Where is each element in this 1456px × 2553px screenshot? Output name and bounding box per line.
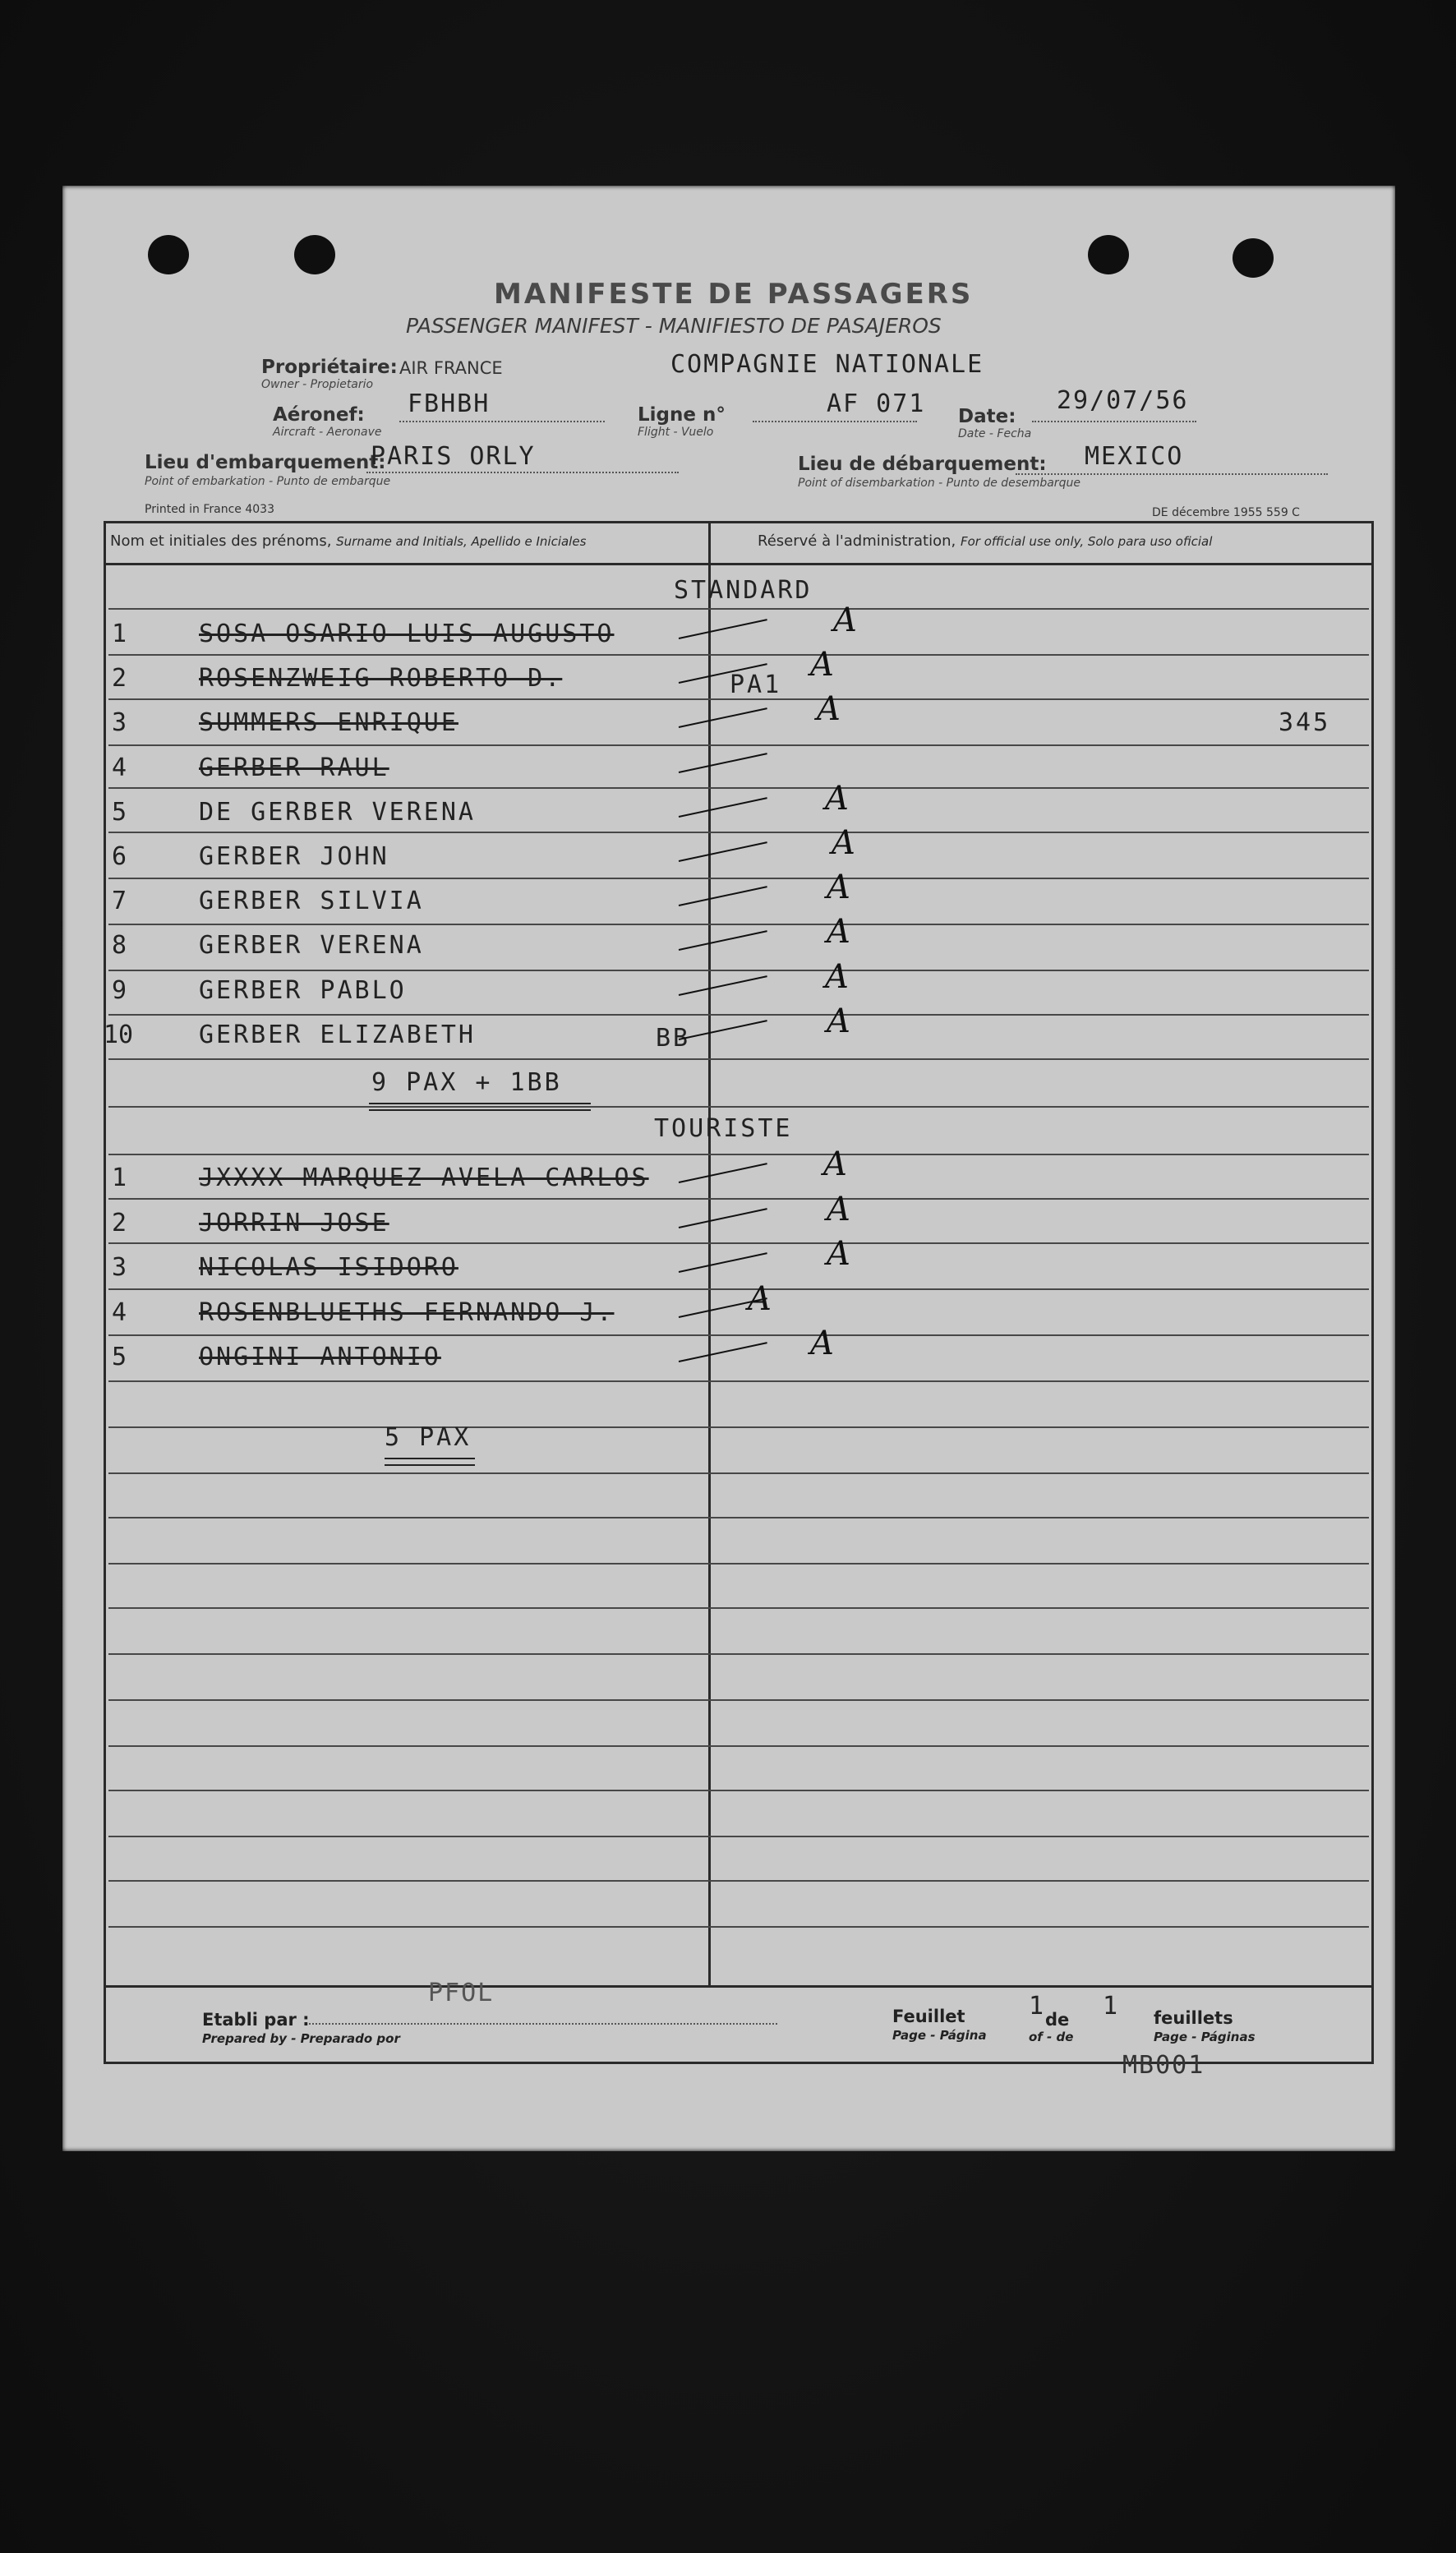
- standard-row-number: 8: [112, 931, 127, 961]
- touriste-passenger-name: ROSENBLUETHS FERNANDO J.: [199, 1297, 615, 1327]
- prepared-sublabel: Prepared by - Preparado por: [202, 2031, 400, 2046]
- form-subtitle: PASSENGER MANIFEST - MANIFIESTO DE PASAJEROS: [406, 314, 942, 338]
- ruled-line: [108, 608, 1369, 610]
- handwritten-a-mark: A: [827, 869, 850, 907]
- standard-total: 9 PAX + 1BB: [371, 1068, 562, 1097]
- standard-passenger-name: SOSA OSARIO LUIS AUGUSTO: [199, 620, 615, 648]
- standard-row-number: 4: [112, 753, 127, 782]
- touriste-total: 5 PAX: [385, 1423, 472, 1452]
- ruled-line: [108, 744, 1369, 746]
- owner-typed-value: COMPAGNIE NATIONALE: [670, 350, 984, 379]
- of-sublabel: of - de: [1029, 2030, 1074, 2044]
- disembark-label: Lieu de débarquement:: [798, 454, 1047, 475]
- ruled-line: [108, 1563, 1369, 1565]
- name-column-header: [110, 532, 586, 550]
- standard-total-underline: [369, 1103, 591, 1111]
- touriste-row-number: 5: [112, 1343, 127, 1371]
- standard-passenger-name: GERBER VERENA: [199, 931, 424, 961]
- touriste-passenger-name: JORRIN JOSE: [199, 1208, 389, 1237]
- handwritten-a-mark: A: [827, 1002, 850, 1040]
- punch-hole: [1088, 235, 1129, 274]
- ruled-line: [108, 1653, 1369, 1655]
- flight-sublabel: Flight - Vuelo: [638, 426, 714, 439]
- standard-passenger-name: GERBER PABLO: [199, 975, 407, 1005]
- touriste-row-number: 2: [112, 1208, 127, 1237]
- disembark-value: MEXICO: [1085, 442, 1184, 471]
- printed-note: Printed in France 4033: [145, 503, 274, 516]
- punch-hole: [148, 235, 189, 274]
- handwritten-a-mark: A: [833, 601, 857, 639]
- standard-passenger-name: ROSENZWEIG ROBERTO D.: [199, 664, 563, 694]
- ruled-line: [108, 1426, 1369, 1428]
- handwritten-a-mark: A: [825, 779, 849, 818]
- handwritten-a-mark: A: [827, 1235, 850, 1273]
- ruled-line: [108, 1607, 1369, 1609]
- standard-passenger-extra: BB: [656, 1023, 691, 1053]
- handwritten-a-mark: A: [832, 824, 855, 862]
- touriste-passenger-name: ONGINI ANTONIO: [199, 1343, 441, 1371]
- standard-passenger-name: DE GERBER VERENA: [199, 797, 476, 827]
- touriste-total-underline: [385, 1458, 475, 1466]
- document-stamp: MB001: [1122, 2051, 1205, 2080]
- aircraft-label: Aéronef:: [273, 404, 365, 426]
- standard-passenger-name: SUMMERS ENRIQUE: [199, 708, 458, 738]
- header-row-rule: [104, 563, 1374, 565]
- owner-printed: AIR FRANCE: [399, 358, 503, 378]
- sheet-value: 1: [1029, 1992, 1046, 2021]
- touriste-passenger-name: JXXXX MARQUEZ AVELA CARLOS: [199, 1164, 649, 1192]
- form-title: MANIFESTE DE PASSAGERS: [494, 278, 974, 311]
- ruled-line: [108, 1288, 1369, 1290]
- embark-value: PARIS ORLY: [371, 442, 536, 471]
- section-touriste-title: TOURISTE: [654, 1114, 793, 1143]
- prepared-label: Etabli par :: [202, 2010, 310, 2030]
- ruled-line: [108, 1472, 1369, 1474]
- punch-hole: [1233, 238, 1274, 278]
- standard-row-number: 3: [112, 708, 127, 738]
- ruled-line: [108, 1242, 1369, 1244]
- sheets-label: feuillets: [1154, 2008, 1233, 2028]
- flight-line: [753, 421, 917, 422]
- ruled-line: [108, 1380, 1369, 1382]
- handwritten-a-mark: A: [810, 646, 834, 684]
- ruled-line: [108, 1198, 1369, 1200]
- flight-value: AF 071: [827, 389, 926, 418]
- ruled-line: [108, 1699, 1369, 1701]
- form-code: DE décembre 1955 559 C: [1152, 506, 1300, 519]
- touriste-row-number: 1: [112, 1164, 127, 1192]
- standard-passenger-name: GERBER ELIZABETH: [199, 1020, 476, 1049]
- name-column-header-fr: Nom et initiales des prénoms,: [110, 532, 332, 550]
- ruled-line: [108, 787, 1369, 789]
- embark-label: Lieu d'embarquement:: [145, 452, 386, 473]
- sheets-sublabel: Page - Páginas: [1154, 2030, 1256, 2044]
- owner-label: Propriétaire:: [261, 357, 398, 378]
- owner-sublabel: Owner - Propietario: [261, 378, 374, 391]
- handwritten-a-mark: A: [827, 1190, 850, 1228]
- table-bottom-rule: [104, 1985, 1374, 1988]
- ruled-line: [108, 1334, 1369, 1336]
- touriste-passenger-name: NICOLAS ISIDORO: [199, 1253, 458, 1282]
- sheet-sublabel: Page - Página: [892, 2028, 987, 2043]
- ruled-line: [108, 924, 1369, 925]
- touriste-row-number: 3: [112, 1253, 127, 1282]
- standard-row-number: 9: [112, 975, 127, 1005]
- ruled-line: [108, 878, 1369, 879]
- name-column-header-en: Surname and Initials, Apellido e Iniciales: [336, 534, 587, 549]
- admin-note-pa1: PA1: [730, 671, 782, 699]
- total-sheets-value: 1: [1103, 1992, 1120, 2021]
- ruled-line: [108, 832, 1369, 833]
- standard-passenger-name: GERBER RAUL: [199, 753, 389, 782]
- handwritten-a-mark: A: [817, 690, 841, 729]
- sheet-label: Feuillet: [892, 2007, 965, 2026]
- standard-passenger-name: GERBER SILVIA: [199, 887, 424, 916]
- column-divider: [708, 521, 711, 1986]
- admin-column-header-fr: Réservé à l'administration,: [758, 532, 956, 550]
- standard-row-number: 1: [112, 620, 127, 648]
- ruled-line: [108, 1058, 1369, 1060]
- date-line: [1032, 421, 1196, 422]
- disembark-sublabel: Point of disembarkation - Punto de desembarque: [798, 477, 1080, 490]
- prepared-line: [309, 2023, 777, 2025]
- date-label: Date:: [958, 406, 1016, 427]
- ruled-line: [108, 1014, 1369, 1016]
- handwritten-a-mark: A: [827, 913, 850, 952]
- standard-row-number: 6: [112, 842, 127, 871]
- admin-column-header-en: For official use only, Solo para uso oficial: [960, 534, 1213, 549]
- aircraft-line: [399, 421, 605, 422]
- ruled-line: [108, 1790, 1369, 1791]
- ruled-line: [108, 1517, 1369, 1518]
- embark-sublabel: Point of embarkation - Punto de embarque: [145, 475, 391, 488]
- ruled-line: [108, 1880, 1369, 1882]
- touriste-row-number: 4: [112, 1297, 127, 1327]
- ruled-line: [108, 1106, 1369, 1108]
- ruled-line: [108, 1154, 1369, 1155]
- section-standard-title: STANDARD: [674, 576, 813, 605]
- date-sublabel: Date - Fecha: [958, 427, 1032, 440]
- handwritten-a-mark: A: [825, 957, 849, 996]
- punch-hole: [294, 235, 335, 274]
- ruled-line: [108, 970, 1369, 971]
- handwritten-a-mark: A: [823, 1145, 847, 1183]
- aircraft-sublabel: Aircraft - Aeronave: [273, 426, 382, 439]
- side-number: 345: [1279, 708, 1331, 737]
- handwritten-a-mark: A: [810, 1325, 834, 1362]
- standard-passenger-name: GERBER JOHN: [199, 842, 389, 871]
- flight-label: Ligne n°: [638, 404, 726, 426]
- admin-column-header: [758, 532, 1212, 550]
- ruled-line: [108, 1745, 1369, 1747]
- ruled-line: [108, 1926, 1369, 1928]
- prepared-value: PFOL: [428, 1979, 495, 2007]
- standard-row-number: 5: [112, 797, 127, 827]
- ruled-line: [108, 1836, 1369, 1837]
- standard-row-number: 10: [104, 1020, 134, 1049]
- disembark-line: [1016, 473, 1328, 475]
- of-label: de: [1045, 2010, 1070, 2030]
- standard-row-number: 2: [112, 664, 127, 694]
- standard-row-number: 7: [112, 887, 127, 916]
- manifest-sheet: [62, 186, 1395, 2151]
- date-value: 29/07/56: [1057, 386, 1189, 415]
- embark-line: [366, 472, 679, 473]
- aircraft-value: FBHBH: [408, 389, 491, 418]
- ruled-line: [108, 654, 1369, 656]
- handwritten-a-mark: A: [748, 1279, 772, 1318]
